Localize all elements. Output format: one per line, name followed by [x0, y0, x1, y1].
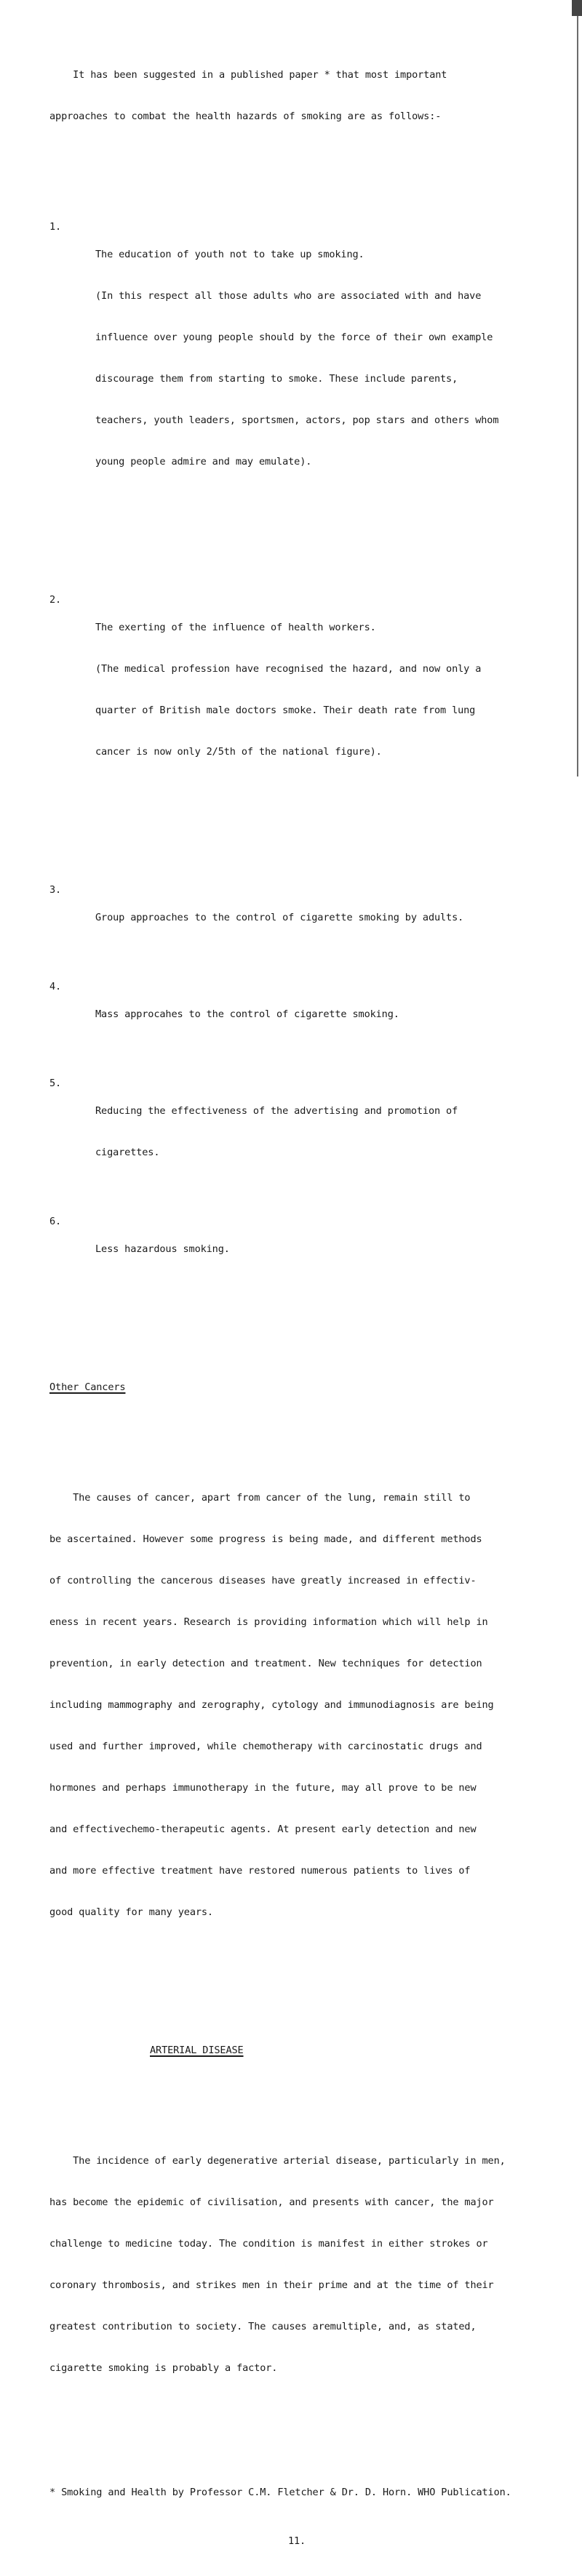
list-line: young people admire and may emulate).: [95, 456, 312, 468]
list-number: 3.: [49, 884, 62, 896]
footnote: * Smoking and Health by Professor C.M. Fletcher & Dr. D. Horn. WHO Publication.: [49, 2487, 511, 2498]
paragraph-line: The incidence of early degenerative arterial disease, particularly in men,: [49, 2155, 506, 2167]
list-line: Mass approcahes to the control of cigarette smoking.: [95, 1008, 399, 1020]
paragraph-line: including mammography and zerography, cytology and immunodiagnosis are being: [49, 1699, 494, 1711]
page-number: 11.: [287, 2535, 306, 2547]
list-line: Reducing the effectiveness of the advertising and promotion of: [95, 1105, 458, 1117]
other-cancers-paragraph: [49, 1464, 573, 1947]
scan-edge-line: [577, 0, 578, 777]
list-line: influence over young people should by the force of their own example: [95, 332, 493, 343]
list-number: 1.: [49, 221, 62, 233]
paragraph-line: cigarette smoking is probably a factor.: [49, 2362, 278, 2374]
list-line: quarter of British male doctors smoke. Their death rate from lung: [95, 705, 476, 716]
list-item-3: [49, 883, 573, 952]
paragraph-line: of controlling the cancerous diseases have greatly increased in effectiv-: [49, 1575, 477, 1586]
paragraph-line: be ascertained. However some progress is being made, and different methods: [49, 1533, 482, 1545]
list-line: teachers, youth leaders, sportsmen, actors, pop stars and others whom: [95, 414, 499, 426]
list-line: The education of youth not to take up smoking.: [95, 249, 364, 260]
arterial-disease-paragraph: [49, 2127, 573, 2403]
paragraph-line: The causes of cancer, apart from cancer of the lung, remain still to: [49, 1492, 471, 1504]
paragraph-line: prevention, in early detection and treatment. New techniques for detection: [49, 1658, 482, 1669]
paragraph-line: challenge to medicine today. The condition is manifest in either strokes or: [49, 2238, 488, 2250]
list-item-5: [49, 1077, 573, 1187]
list-number: 5.: [49, 1078, 62, 1089]
paragraph-line: good quality for many years.: [49, 1906, 213, 1918]
intro-line-2: approaches to combat the health hazards of smoking are as follows:-: [49, 111, 442, 122]
paragraph-line: used and further improved, while chemotherapy with carcinostatic drugs and: [49, 1741, 482, 1752]
document-text: [49, 41, 573, 2576]
other-cancers-heading: Other Cancers: [49, 1381, 126, 1393]
list-item-2: [49, 593, 573, 787]
paragraph-line: and more effective treatment have restored numerous patients to lives of: [49, 1865, 471, 1877]
scan-corner-mark: [572, 0, 582, 16]
paragraph-line: has become the epidemic of civilisation, and presents with cancer, the major: [49, 2196, 494, 2208]
arterial-disease-heading: ARTERIAL DISEASE: [150, 2045, 244, 2056]
list-item-4: [49, 980, 573, 1049]
paragraph-line: hormones and perhaps immunotherapy in the future, may all prove to be new: [49, 1782, 477, 1794]
list-number: 6.: [49, 1216, 62, 1227]
paragraph-line: coronary thrombosis, and strikes men in their prime and at the time of their: [49, 2279, 494, 2291]
list-number: 4.: [49, 981, 62, 992]
list-line: The exerting of the influence of health workers.: [95, 622, 376, 633]
list-number: 2.: [49, 594, 62, 606]
list-line: Less hazardous smoking.: [95, 1243, 230, 1255]
list-item-1: [49, 220, 573, 497]
list-line: Group approaches to the control of cigarette smoking by adults.: [95, 912, 464, 923]
list-line: (In this respect all those adults who are associated with and have: [95, 290, 482, 302]
list-line: (The medical profession have recognised the hazard, and now only a: [95, 663, 482, 675]
list-item-6: [49, 1215, 573, 1284]
paragraph-line: greatest contribution to society. The causes aremultiple, and, as stated,: [49, 2321, 477, 2332]
intro-line-1: It has been suggested in a published paper * that most important: [49, 69, 447, 81]
list-line: discourage them from starting to smoke. These include parents,: [95, 373, 458, 385]
list-line: cancer is now only 2/5th of the national figure).: [95, 746, 382, 758]
paragraph-line: and effectivechemo-therapeutic agents. At present early detection and new: [49, 1823, 477, 1835]
paragraph-line: eness in recent years. Research is providing information which will help in: [49, 1616, 488, 1628]
list-line: cigarettes.: [95, 1147, 160, 1158]
